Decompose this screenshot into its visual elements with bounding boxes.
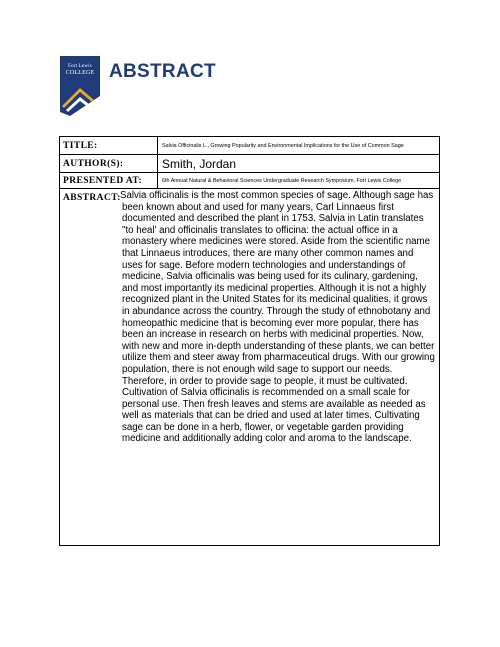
author-row xyxy=(60,155,439,173)
abstract-label: ABSTRACT: xyxy=(63,193,121,203)
title-label: TITLE: xyxy=(60,137,158,154)
presented-value: 6th Annual Natural & Behavioral Sciences Undergraduate Research Symposium, Fort Lewis College xyxy=(162,177,402,184)
presented-label: PRESENTED AT: xyxy=(60,173,158,188)
college-logo xyxy=(60,56,100,116)
author-label: AUTHOR(S): xyxy=(60,155,158,172)
logo-line-1: Fort Lewis xyxy=(68,64,92,69)
logo-line-2: COLLEGE xyxy=(65,70,95,76)
abstract-text: Salvia officinalis is the most common species of sage. Although sage has been known about and used for many years, Carl Linnaeus first documented and described the plant in 1753. Salvia in Latin translates "to heal' and officinalis translates to officina: the actual office in a monastery where medicines were stored. Aside from the scientific name that Linnaeus introduces, there are many other common names and uses for sage. Before modern technologies and understandings of medicine, Salvia officinalis was being used for its culinary, gardening, and most importantly its medicinal properties. Although it is not a highly recognized plant in the United States for its medicinal qualities, it grows in abundance across the country. Through the study of ethnobotany and homeopathic medicine that is becoming ever more popular, there has been an increase in research on herbs with medicinal properties. Now, with new and more in-depth understanding of these plants, we can better utilize them and steer away from pharmaceutical drugs. With our growing population, there is not enough wild sage to support our needs. Therefore, in order to provide sage to people, it must be cultivated. Cultivation of Salvia officinalis is recommended on a small scale for personal use. Then fresh leaves and stems are available as needed as well as materials that can be dried and used at later times. Cultivating sage can be done in a herb, flower, or vegetable garden providing medicine and additionally adding color and aroma to the landscape. xyxy=(120,190,435,445)
title-row xyxy=(60,137,439,155)
presented-row xyxy=(60,173,439,189)
author-value: Smith, Jordan xyxy=(162,156,237,171)
title-value: Salvia Officinalis L., Growing Popularity and Environmental Implications for the Use of Common Sage xyxy=(162,142,404,149)
page-heading: ABSTRACT xyxy=(109,61,216,82)
abstract-form xyxy=(59,136,440,546)
